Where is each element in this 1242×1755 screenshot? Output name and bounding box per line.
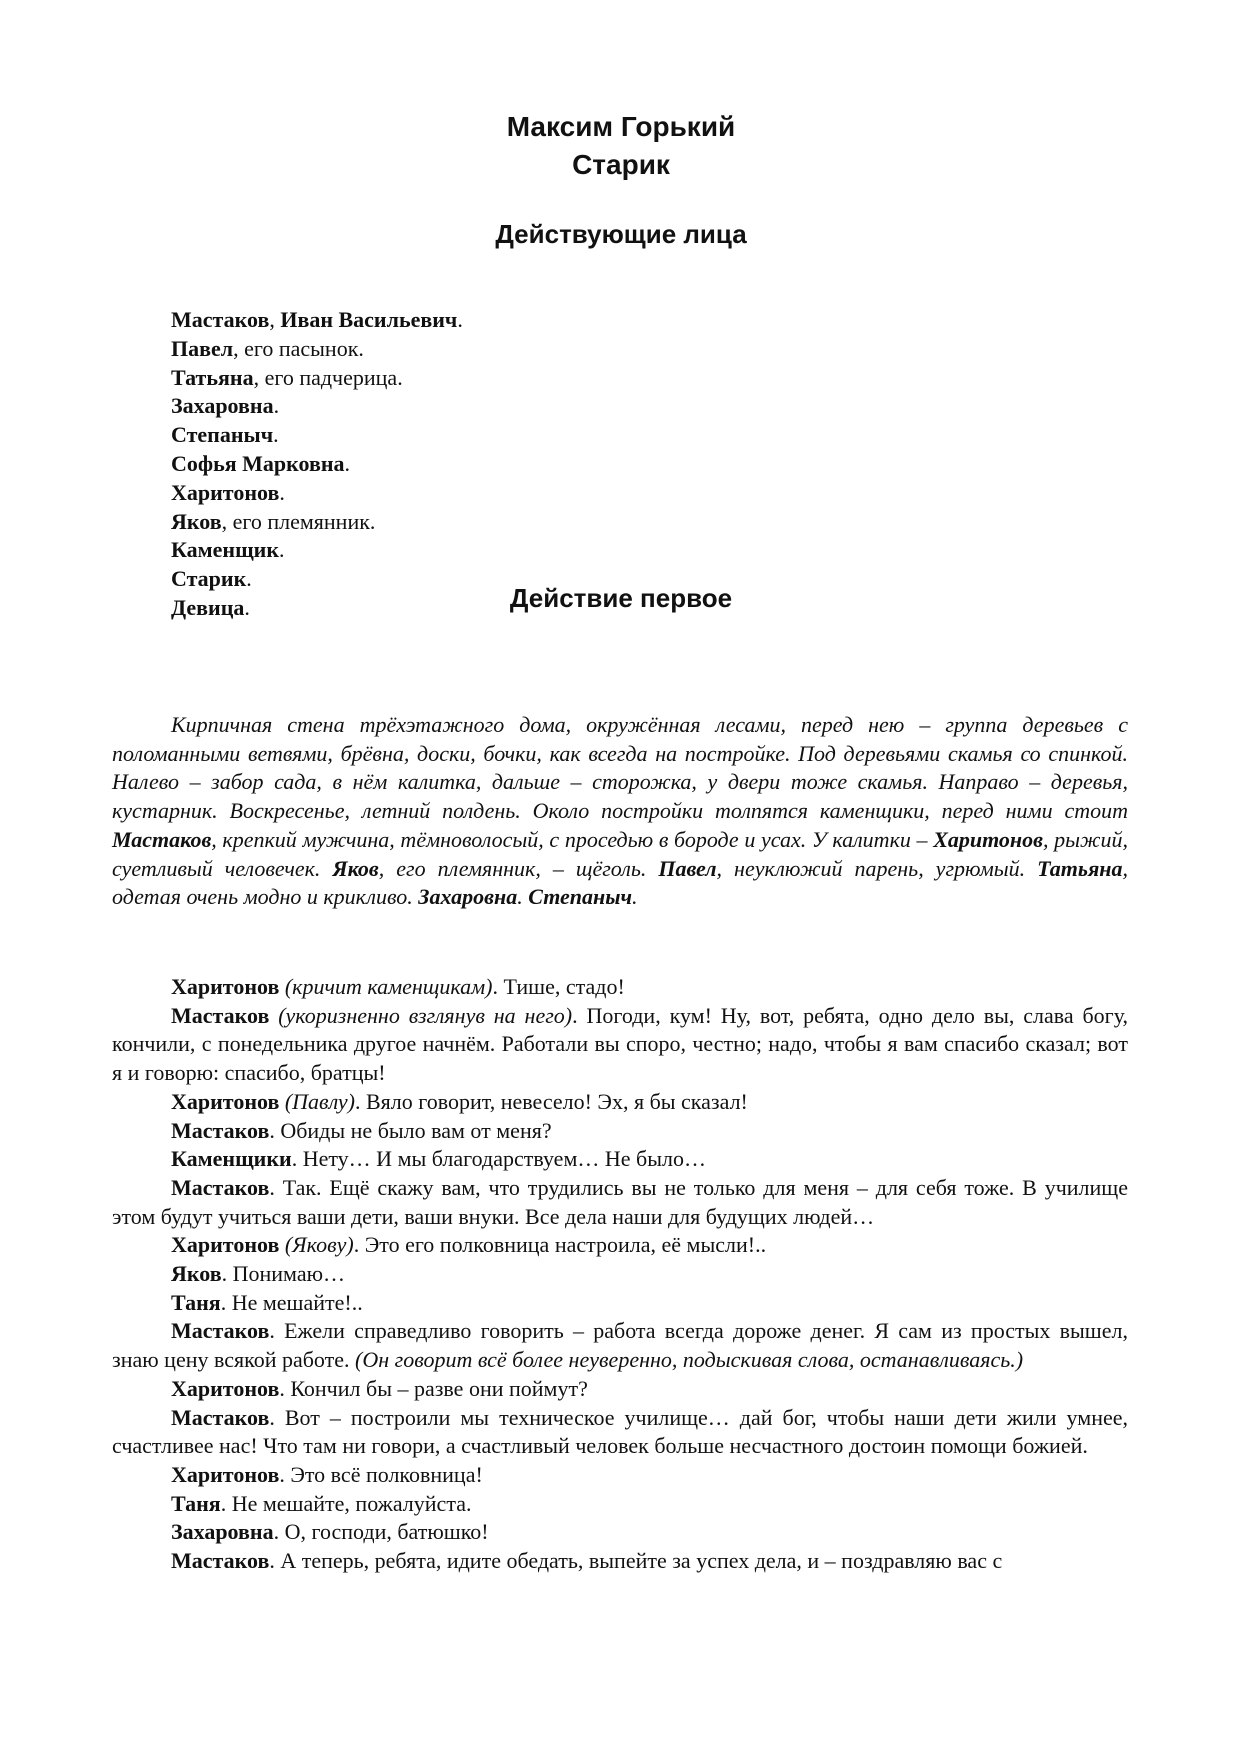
dialogue-section [112,973,1128,1576]
speaker-name: Захаровна [171,1519,274,1545]
cast-member-description: . [246,566,252,592]
speaker-name: Харитонов [171,1088,280,1114]
replica [112,973,1128,1002]
cast-member-description: . [273,422,279,448]
cast-member [171,450,463,479]
cast-member-name: Каменщик [171,537,280,563]
cast-member-description: . [279,537,285,563]
replica [112,1117,1128,1146]
replica [112,1260,1128,1289]
replica [112,1461,1128,1490]
character-name: Мастаков [112,826,212,852]
act-heading: Действие первое [509,583,733,613]
cast-member [171,536,463,565]
replica-text: . А теперь, ребята, идите обедать, выпейте за успех дела, и – поздравляю вас с [269,1548,1003,1574]
character-name: Павел [658,855,717,881]
play-title: Старик [572,149,670,180]
replica-text: . Так. Ещё скажу вам, что трудились вы не только для меня – для себя тоже. В училище этом будут учиться ваши дети, ваши внуки. Все дела наши для будущих людей… [112,1174,1128,1229]
speaker-name: Мастаков [171,1174,270,1200]
cast-member-name: Старик [171,566,247,592]
replica [112,1145,1128,1174]
replica [112,1088,1128,1117]
cast-member-description: , его племянник. [221,508,376,534]
replica-text: . Это его полковница настроила, её мысли!.. [353,1232,767,1258]
cast-member [171,364,463,393]
replica [112,1375,1128,1404]
speaker-name: Харитонов [171,1461,280,1487]
cast-member-description: . [244,594,250,620]
replica [112,1231,1128,1260]
speaker-name: Мастаков [171,1318,270,1344]
speaker-name: Мастаков [171,1548,270,1574]
cast-member-description: , его падчерица. [253,364,403,390]
replica [112,1518,1128,1547]
speaker-name: Мастаков [171,1404,270,1430]
replica-text: . Погоди, кум! Ну, вот, ребята, одно дело вы, слава богу, кончили, с понедельника другое начнём. Работали вы споро, честно; надо, чтобы я вам спасибо сказал; вот я и говорю: спасибо, братцы! [112,1002,1128,1086]
cast-member-name: Павел [171,335,234,361]
speaker-name: Яков [171,1261,222,1287]
replica [112,1547,1128,1576]
replica-text: . Нету… И мы благодарствуем… Не было… [291,1146,706,1172]
replica-text: . Не мешайте!.. [220,1289,363,1315]
replica [112,1174,1128,1231]
cast-member: Мастаков, Иван Васильевич. [171,307,463,332]
replica [112,1002,1128,1088]
replica [112,1404,1128,1461]
speaker-name: Каменщики [171,1146,292,1172]
cast-member-description: , его пасынок. [233,335,364,361]
stage-remark: (кричит каменщикам) [279,974,493,999]
replica [112,1317,1128,1374]
speaker-name: Харитонов [171,974,280,999]
speaker-name: Таня [171,1490,221,1516]
cast-member [171,335,463,364]
cast-member-description: . [457,307,463,332]
replica-text: . Ежели справедливо говорить – работа всегда дороже денег. Я сам из простых вышел, знаю цену всякой работе. [112,1318,1128,1373]
stage-remark: (Он говорит всё более неуверенно, подыскивая слова, останавливаясь.) [355,1347,1024,1373]
cast-member-name: Захаровна [171,393,274,419]
replica-text: . Не мешайте, пожалуйста. [220,1490,472,1516]
cast-member [171,421,463,450]
cast-member-name: Харитонов [171,479,280,505]
title-block [0,108,1242,184]
cast-member-name: Иван Васильевич [280,307,458,332]
cast-member [171,508,463,537]
speaker-name: Харитонов [171,1375,280,1401]
speaker-name: Харитонов [171,1232,280,1258]
replica-text: . Кончил бы – разве они поймут? [279,1375,588,1401]
cast-member [171,479,463,508]
character-name: Татьяна [1037,855,1123,881]
character-name: Харитонов [933,826,1043,852]
stage-remark: (укоризненно взглянув на него) [269,1002,573,1028]
speaker-name: Мастаков [171,1002,270,1028]
cast-member-description: . [273,393,280,419]
character-name: Яков [332,855,379,881]
replica-text: . Обиды не было вам от меня? [269,1117,552,1143]
cast-member-name: Девица [171,594,245,620]
cast-member-name: Татьяна [171,364,254,390]
cast-heading: Действующие лица [495,219,747,249]
replica-text: . Вяло говорит, невесело! Эх, я бы сказал! [355,1088,748,1114]
character-name: Степаныч [528,884,633,910]
speaker-name: Мастаков [171,1117,270,1143]
replica-text: . Вот – построили мы техническое училище… дай бог, чтобы наши дети жили умнее, счастливее нас! Что там ни говори, а счастливый человек больше несчастного достоин помощи божией. [112,1404,1128,1459]
speaker-name: Таня [171,1289,221,1315]
replica-text: . О, господи, батюшко! [273,1519,489,1545]
replica-text: . Тише, стадо! [492,974,625,999]
cast-member-description: . [344,450,351,476]
cast-member-name: Яков [171,508,222,534]
cast-member [171,392,463,421]
stage-remark: (Павлу) [279,1088,355,1114]
cast-member-name: Софья Марковна [171,450,345,476]
replica [112,1289,1128,1318]
replica-text: . Это всё полковница! [279,1461,483,1487]
stage-direction: Кирпичная стена трёхэтажного дома, окружённая лесами, перед нею – группа деревьев с поломанными ветвями, брёвна, доски, бочки, как всегда на постройке. Под деревьями скамья со спинкой. Налево – забор сада, в нём калитка, дальше – сторожка, у двери тоже скамья. Направо – деревья, кустарник. Воскресенье, летний полдень. Около постройки толпятся каменщики, перед ними стоит Мастаков, крепкий мужчина, тёмноволосый, с проседью в бороде и усах. У калитки – Харитонов, рыжий, суетливый человечек. Яков, его племянник, – щёголь. Павел, неуклюжий парень, угрюмый. Татьяна, одетая очень модно и крикливо. Захаровна. Степаныч. [112,712,1129,910]
author-name: Максим Горький [506,111,736,142]
stage-remark: (Якову) [279,1232,354,1258]
character-name: Захаровна [418,884,518,910]
replica [112,1490,1128,1519]
cast-member-name: Степаныч [171,422,274,448]
cast-member-name: Мастаков [171,307,270,332]
replica-text: . Понимаю… [221,1261,346,1287]
cast-member-description: . [279,479,285,505]
cast-list [171,306,463,623]
